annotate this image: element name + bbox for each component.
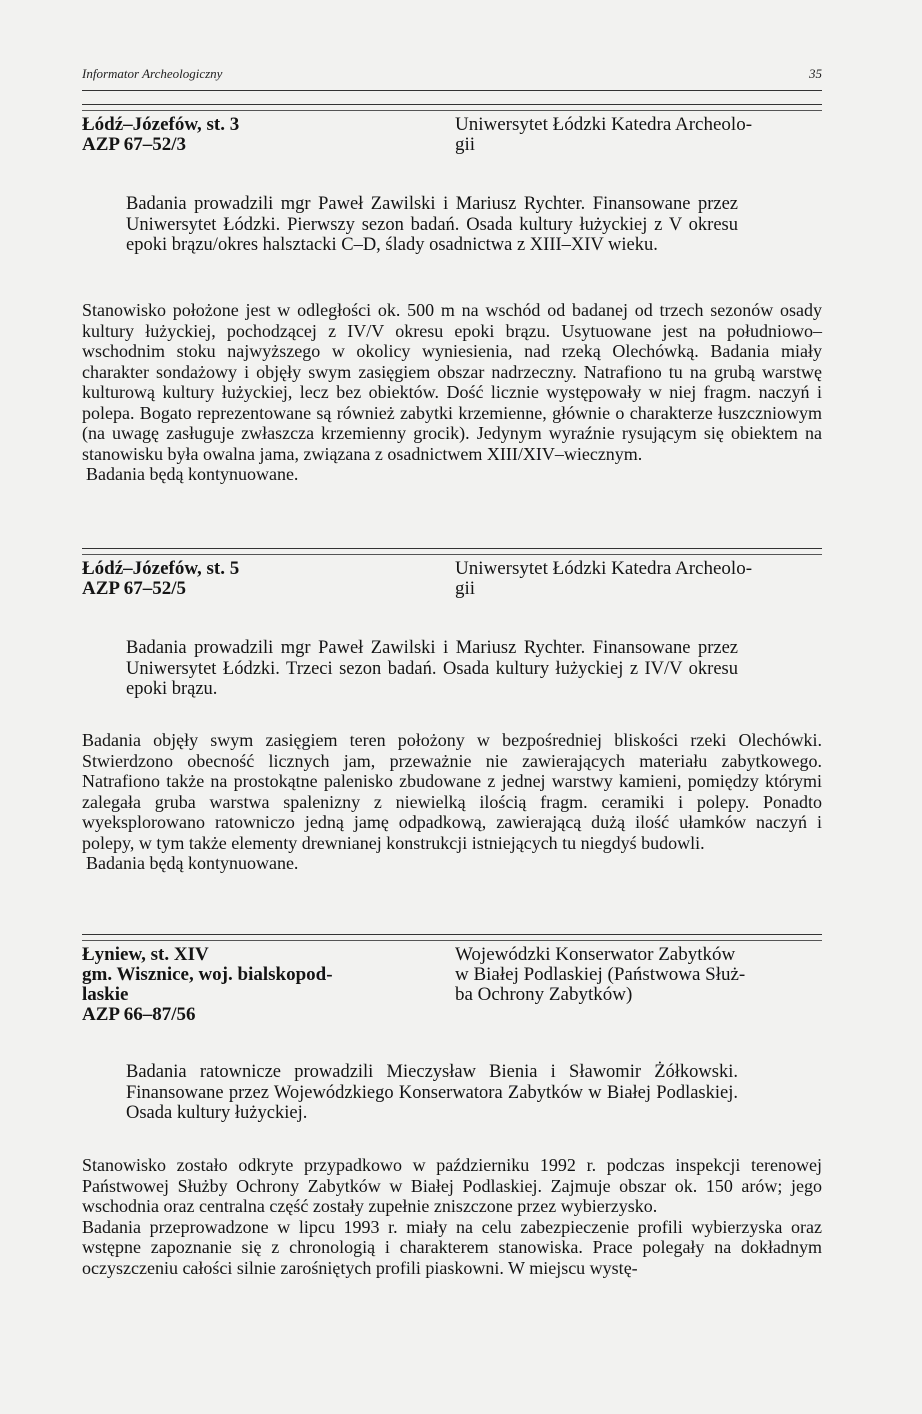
entry-lyniew-14	[82, 934, 822, 1045]
entry-text: Badania przeprowadzone w lipcu 1993 r. miały na celu zabezpieczenie profili wybierzyska oraz wstępne zapoznanie się z chronologią i charakterem stanowiska. Prace polegały na dokładnym oczyszczeniu całości silnie zarośniętych profili piaskowni. W miejscu wystę-	[82, 1216, 822, 1278]
header-rule	[82, 90, 822, 91]
entry-body	[82, 1155, 822, 1278]
commune-voivodeship: gm. Wisznice, woj. bialskopod-	[82, 964, 333, 985]
institution-block	[455, 559, 825, 599]
azp-number: AZP 67–52/5	[82, 578, 186, 599]
entry-closing: Badania będą kontynuowane.	[86, 853, 299, 873]
entry-text: Stanowisko położone jest w odległości ok. 500 m na wschód od badanej od trzech sezonów osady kultury łużyckiej, pochodzącej z IV/V okresu epoki brązu. Usytuowane jest na południowo–wschodnim stoku najwyższego w okolicy wyniesienia, nad rzeką Olechówką. Badania miały charakter sondażowy i objęły swym zasięgiem obszar nadrzeczny. Natrafiono tu na grubą warstwę kulturową kultury łużyckiej, lecz bez obiektów. Dość licznie występowały w niej fragm. naczyń i polepa. Bogato reprezentowane są również zabytki krzemienne, głównie o charakterze łuszczniowym (na uwagę zasługuje zwłaszcza krzemienny grocik). Jedynym wyraźnie rysującym się obiektem na stanowisku była owalna jama, związana z osadnictwem XIII/XIV–wiecznym.	[82, 300, 822, 464]
entry-separator	[82, 548, 822, 555]
institution-line: ba Ochrony Zabytków)	[455, 984, 633, 1005]
site-block	[82, 115, 402, 155]
entry-text: Badania objęły swym zasięgiem teren położony w bezpośredniej bliskości rzeki Olechówki. Stwierdzono obecność licznych jam, przeważnie nie zawierających materiału zabytkowego. Natrafiono także na prostokątne palenisko zbudowane z jednej warstwy kamieni, pomiędzy którymi zalegała gruba warstwa spalenizny z niewielką ilością fragm. ceramiki i polepy. Ponadto wyeksplorowano ratowniczo jedną jamę odpadkową, zawierającą dużą ilość ułamków naczyń i polepy, w tym także elementy drewnianej konstrukcji istniejących tu niegdyś budowli.	[82, 730, 822, 853]
entry-lodz-jozefow-5	[82, 548, 822, 619]
commune-voivodeship: laskie	[82, 984, 129, 1005]
institution-block	[455, 115, 825, 155]
institution-block	[455, 945, 825, 1005]
site-name: Łyniew, st. XIV	[82, 944, 209, 965]
page-number: 35	[809, 66, 822, 81]
institution-line: gii	[455, 134, 476, 155]
entry-header	[82, 945, 822, 1045]
azp-number: AZP 66–87/56	[82, 1004, 196, 1025]
entry-info: Badania ratownicze prowadzili Mieczysław Bienia i Sławomir Żółkowski. Finansowane przez Wojewódzkiego Konserwatora Zabytków w Białej Podlaskiej. Osada kultury łużyckiej.	[126, 1062, 738, 1123]
entry-lodz-jozefow-3	[82, 104, 822, 175]
entry-separator	[82, 104, 822, 111]
entry-header	[82, 115, 822, 175]
site-block	[82, 559, 402, 599]
azp-number: AZP 67–52/3	[82, 134, 186, 155]
entry-closing: Badania będą kontynuowane.	[86, 464, 299, 484]
entry-info: Badania prowadzili mgr Paweł Zawilski i Mariusz Rychter. Finansowane przez Uniwersytet Łódzki. Trzeci sezon badań. Osada kultury łużyckiej z IV/V okresu epoki brązu.	[126, 638, 738, 699]
entry-info: Badania prowadzili mgr Paweł Zawilski i Mariusz Rychter. Finansowane przez Uniwersytet Łódzki. Pierwszy sezon badań. Osada kultury łużyckiej z V okresu epoki brązu/okres halsztacki C–D, ślady osadnictwa z XIII–XIV wieku.	[126, 194, 738, 255]
site-name: Łódź–Józefów, st. 3	[82, 114, 240, 135]
entry-body	[82, 300, 822, 485]
entry-header	[82, 559, 822, 619]
running-head	[82, 66, 822, 82]
site-block	[82, 945, 402, 1025]
institution-line: Uniwersytet Łódzki Katedra Archeolo-	[455, 114, 753, 135]
entry-separator	[82, 934, 822, 941]
journal-title: Informator Archeologiczny	[82, 66, 223, 81]
entry-body	[82, 730, 822, 874]
site-name: Łódź–Józefów, st. 5	[82, 558, 240, 579]
institution-line: Wojewódzki Konserwator Zabytków	[455, 944, 736, 965]
institution-line: Uniwersytet Łódzki Katedra Archeolo-	[455, 558, 753, 579]
institution-line: gii	[455, 578, 476, 599]
entry-text: Stanowisko zostało odkryte przypadkowo w październiku 1992 r. podczas inspekcji terenowej Państwowej Służby Ochrony Zabytków w Białej Podlaskiej. Zajmuje obszar ok. 150 arów; jego wschodnia oraz centralna część zostały zupełnie zniszczone przez wybierzysko.	[82, 1155, 822, 1216]
institution-line: w Białej Podlaskiej (Państwowa Służ-	[455, 964, 746, 985]
